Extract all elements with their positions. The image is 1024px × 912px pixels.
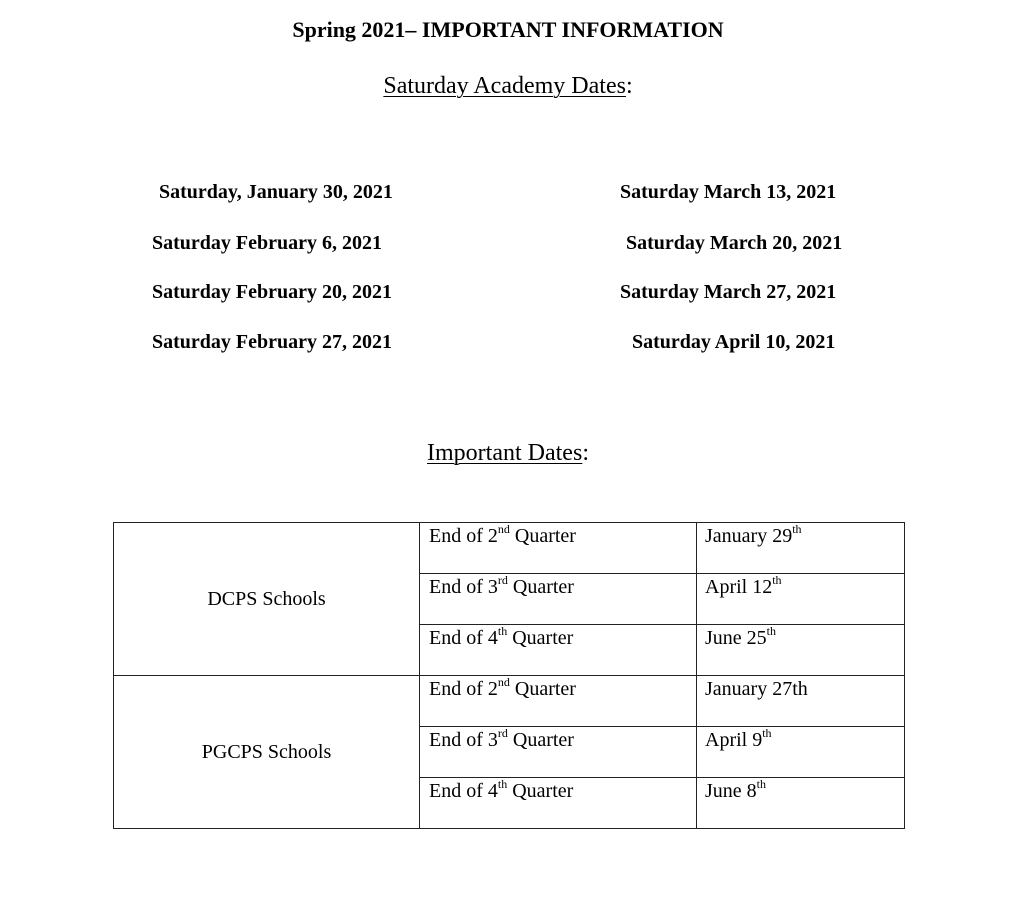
quarter-cell [420, 523, 697, 574]
quarter-text: Quarter [507, 729, 574, 751]
date-cell [697, 676, 905, 727]
date-cell [697, 727, 905, 778]
ordinal-suffix: th [756, 777, 767, 791]
quarter-text: End of 4 [429, 627, 498, 649]
saturday-academy-heading-text: Saturday Academy Dates [383, 73, 626, 99]
table-row [114, 676, 905, 727]
important-dates-table [113, 522, 905, 829]
date-text: January 27th [705, 678, 808, 700]
quarter-cell [420, 727, 697, 778]
saturday-date-left-3: Saturday February 20, 2021 [152, 281, 392, 303]
quarter-cell [420, 625, 697, 676]
quarter-cell [420, 778, 697, 829]
ordinal-suffix: th [792, 522, 802, 536]
document-title: Spring 2021– IMPORTANT INFORMATION [292, 17, 724, 42]
quarter-text: Quarter [507, 627, 574, 649]
date-text: January 29 [705, 525, 793, 547]
school-cell: DCPS Schools [114, 523, 420, 676]
ordinal-suffix: th [762, 726, 772, 740]
saturday-academy-heading [0, 73, 1016, 100]
date-cell [697, 523, 905, 574]
saturday-date-right-1: Saturday March 13, 2021 [620, 181, 837, 203]
school-cell: PGCPS Schools [114, 676, 420, 829]
date-text: June 25 [705, 627, 767, 649]
date-cell [697, 625, 905, 676]
quarter-text: End of 3 [429, 729, 498, 751]
date-text: June 8 [705, 780, 757, 802]
quarter-text: End of 3 [429, 576, 498, 598]
ordinal-suffix: rd [497, 573, 508, 587]
quarter-cell [420, 574, 697, 625]
quarter-text: Quarter [507, 780, 574, 802]
ordinal-suffix: nd [497, 522, 510, 536]
important-dates-heading [0, 440, 1016, 467]
saturday-date-left-1: Saturday, January 30, 2021 [159, 181, 393, 203]
ordinal-suffix: th [497, 624, 508, 638]
saturday-date-right-4: Saturday April 10, 2021 [632, 331, 836, 353]
date-text: April 12 [705, 576, 773, 598]
quarter-cell [420, 676, 697, 727]
ordinal-suffix: rd [497, 726, 508, 740]
saturday-date-right-2: Saturday March 20, 2021 [626, 232, 843, 254]
quarter-text: Quarter [509, 525, 576, 547]
ordinal-suffix: th [772, 573, 782, 587]
quarter-text: End of 2 [429, 525, 498, 547]
important-dates-heading-text: Important Dates [427, 440, 583, 466]
saturday-date-left-2: Saturday February 6, 2021 [152, 232, 382, 254]
ordinal-suffix: th [497, 777, 508, 791]
heading-colon: : [582, 440, 589, 466]
quarter-text: End of 4 [429, 780, 498, 802]
saturday-date-right-3: Saturday March 27, 2021 [620, 281, 837, 303]
date-cell [697, 778, 905, 829]
quarter-text: Quarter [507, 576, 574, 598]
quarter-text: End of 2 [429, 678, 498, 700]
heading-colon: : [625, 73, 633, 99]
saturday-date-left-4: Saturday February 27, 2021 [152, 331, 392, 353]
date-text: April 9 [705, 729, 763, 751]
table-row [114, 523, 905, 574]
quarter-text: Quarter [509, 678, 576, 700]
date-cell [697, 574, 905, 625]
ordinal-suffix: th [766, 624, 777, 638]
ordinal-suffix: nd [497, 675, 510, 689]
